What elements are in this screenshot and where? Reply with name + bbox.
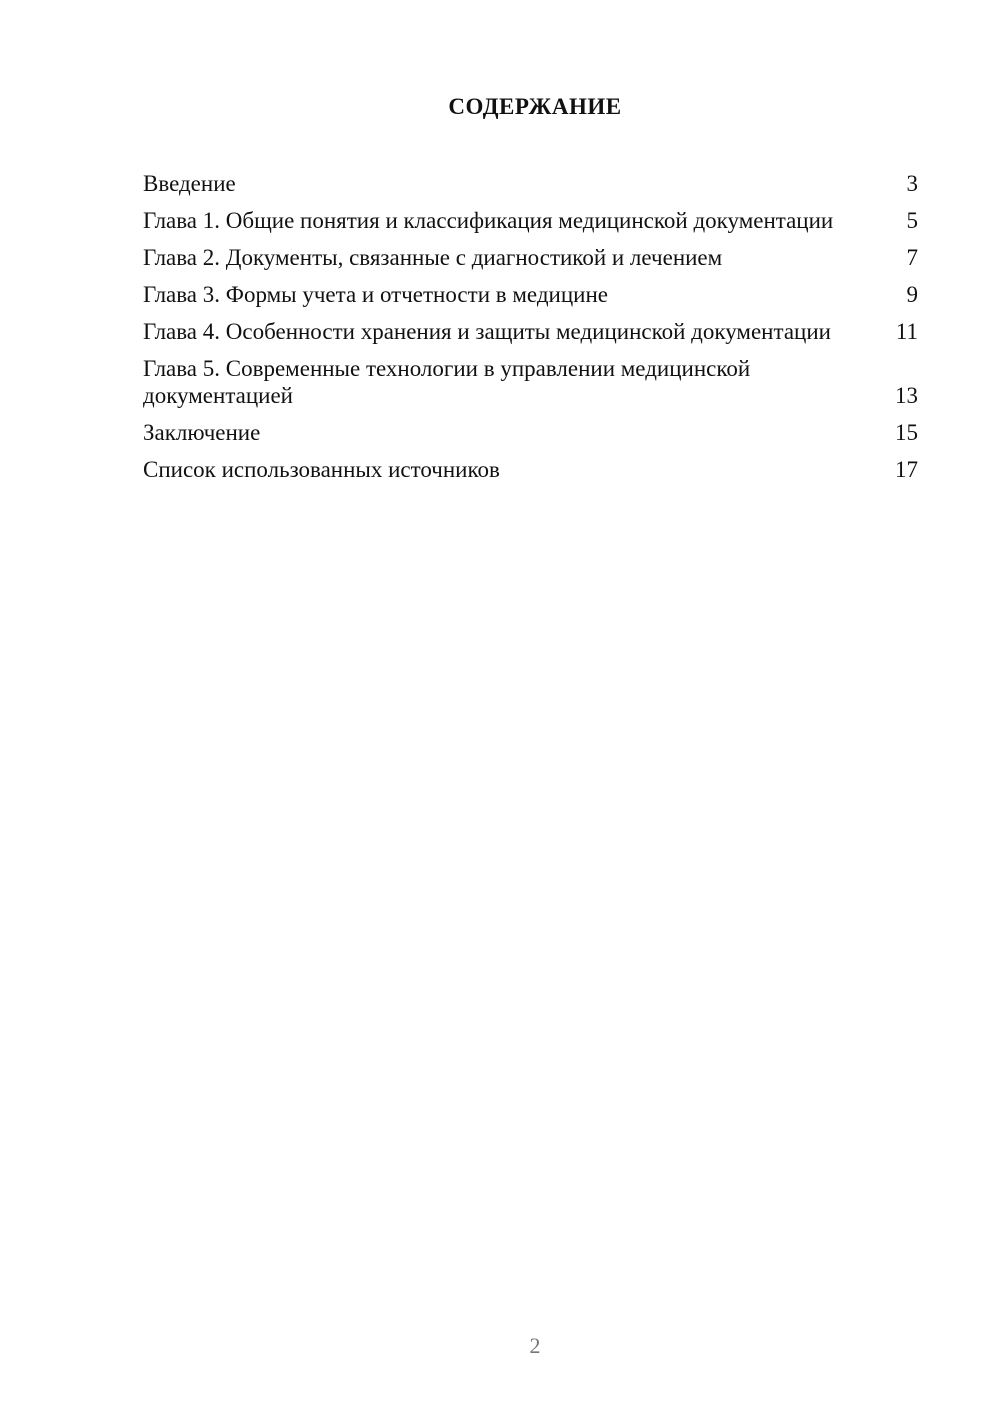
page-number: 2 — [529, 1333, 541, 1358]
toc-entry-page: 17 — [895, 457, 918, 482]
toc-entry-text: Глава 1. Общие понятия и классификация медицинской документации — [143, 208, 834, 233]
toc-entry-chapter-4 — [143, 318, 918, 345]
toc-entry-introduction — [143, 170, 918, 197]
page-title: СОДЕРЖАНИЕ — [448, 94, 622, 119]
table-of-contents — [143, 170, 918, 493]
toc-entry-chapter-3 — [143, 281, 918, 308]
toc-entry-text: Заключение — [143, 420, 261, 445]
toc-entry-chapter-1 — [143, 207, 918, 234]
toc-entry-page: 9 — [906, 282, 918, 307]
toc-entry-page: 13 — [895, 383, 918, 408]
toc-entry-page: 15 — [895, 420, 918, 445]
toc-entry-text: Глава 2. Документы, связанные с диагностикой и лечением — [143, 245, 723, 270]
toc-entry-references — [143, 456, 918, 483]
toc-entry-page: 3 — [906, 171, 918, 196]
toc-entry-text: Глава 5. Современные технологии в управлении медицинской документацией — [143, 356, 751, 408]
toc-entry-text: Глава 4. Особенности хранения и защиты медицинской документации — [143, 319, 831, 344]
toc-entry-chapter-2 — [143, 244, 918, 271]
toc-entry-conclusion — [143, 419, 918, 446]
toc-entry-text: Введение — [143, 171, 236, 196]
toc-entry-page: 7 — [906, 245, 918, 270]
toc-entry-chapter-5 — [143, 355, 918, 409]
toc-entry-text: Глава 3. Формы учета и отчетности в медицине — [143, 282, 608, 307]
toc-entry-page: 5 — [906, 208, 918, 233]
toc-entry-text: Список использованных источников — [143, 457, 500, 482]
toc-entry-page: 11 — [895, 319, 918, 344]
